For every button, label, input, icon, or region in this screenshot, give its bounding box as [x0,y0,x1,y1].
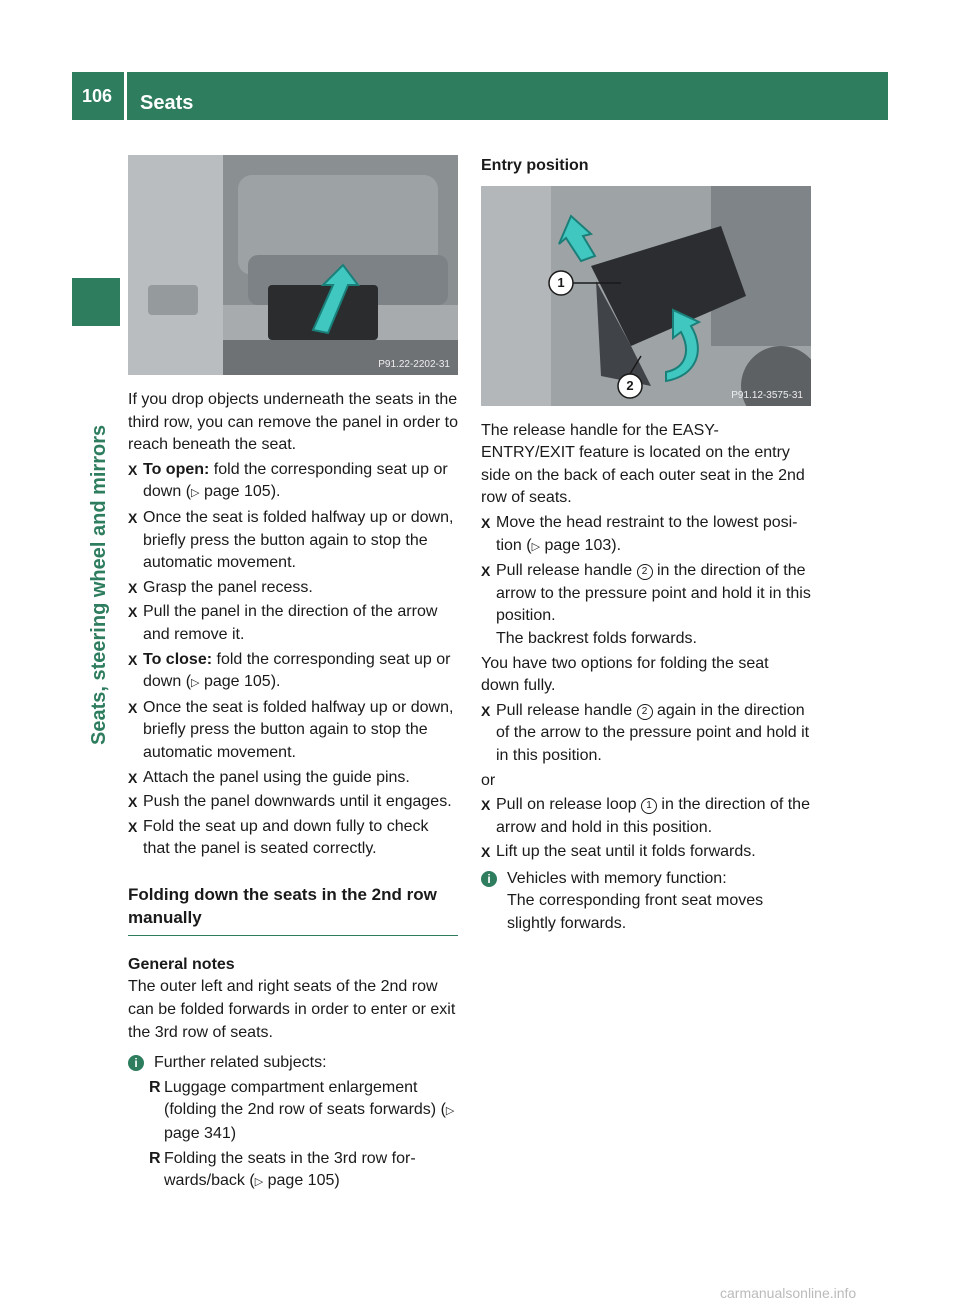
step-item [128,649,458,695]
step-arrow-icon: X [481,797,491,814]
photo-code: P91.22-2202-31 [378,359,450,370]
bullet-item [128,1148,458,1194]
open-steps [128,459,458,647]
info-text: The corresponding front seat moves slightly forwards. [507,892,764,933]
photo-seat-panel [128,155,458,375]
entry-position-title: Entry position [481,157,589,174]
step-text: Pull release handle [496,562,637,580]
step-text: in the direction of the arrow and hold in this position. [496,796,810,836]
step-arrow-icon: X [128,699,138,716]
bullet-item [128,1077,458,1146]
callout-number-2: 2 [637,704,653,720]
step-text: fold the corresponding seat up or down ( [143,460,448,501]
step-item [481,512,811,558]
bullet-text: Folding the seats in the 3rd row for-wards/back ( [164,1149,416,1190]
step-text: Pull on release loop [496,796,641,814]
step-arrow-icon: X [128,651,138,668]
step-text: Attach the panel using the guide pins. [143,768,410,786]
sidebar-tab [84,355,114,775]
step-arrow-icon: X [481,563,491,580]
step-text: Pull the panel in the direction of the arrow and remove it. [143,603,438,643]
step-arrow-icon: X [128,461,138,478]
step-arrow-icon: X [481,844,491,861]
step-text: again in the direction of the arrow to the pressure point and hold it in this position. [496,701,810,764]
bullet-icon: R [149,1078,161,1096]
info-icon: i [128,1055,144,1071]
bullet-text-end: ) [334,1172,340,1190]
step-text-end: ). [270,673,281,691]
bullet-text-end: ) [230,1125,237,1143]
step-item [128,697,458,765]
left-column [128,155,458,1194]
step-label: To close: [143,650,213,668]
page-ref-icon: ▷ [445,1105,455,1118]
info-text: Vehicles with memory function: [507,869,727,887]
step-arrow-icon: X [481,514,491,531]
page-header [72,72,888,120]
step-item [128,601,458,646]
callout-2: 2 [626,377,634,393]
right-column [481,155,811,936]
step-item [128,767,458,790]
step-item [128,791,458,814]
general-notes-text: The outer left and right seats of the 2nd row can be folded forwards in order to enter or exit the 3rd row of seats. [128,978,456,1041]
options-text: You have two options for folding the seat down fully. [481,654,769,695]
step-arrow-icon: X [481,702,491,719]
step-text: in the direction of the arrow to the pressure point and hold it in this position. [496,562,811,625]
info-icon: i [481,871,497,887]
seat-panel-illustration [128,155,458,375]
callout-number-1: 1 [641,798,657,814]
bullet-text: Luggage compartment enlargement (folding the 2nd row of seats forwards) ( [164,1078,446,1119]
step-arrow-icon: X [128,794,138,811]
step-arrow-icon: X [128,509,138,526]
intro-text: If you drop objects underneath the seats in the third row, you can remove the panel in order to reach beneath the seat. [128,391,458,454]
info-note [481,868,811,936]
step-text: Once the seat is folded halfway up or down, briefly press the button again to stop the automatic movement. [143,508,454,572]
step-arrow-icon: X [128,769,138,786]
entry-intro-text: The release handle for the EASY-ENTRY/EXIT feature is located on the entry side on the back of each outer seat in the 2nd row of seats. [481,421,805,507]
step-item [481,700,811,768]
chapter-title: Seats [140,92,194,114]
general-notes-title: General notes [128,955,235,973]
step-text: Fold the seat up and down fully to check that the panel is seated correctly. [143,817,429,858]
step-item [128,507,458,575]
step-arrow-icon: X [128,579,138,596]
step-item [481,560,811,650]
bullet-icon: R [149,1149,161,1167]
step-item [128,816,458,861]
step-item [481,841,811,864]
step-text: Once the seat is folded halfway up or down, briefly press the button again to stop the automatic movement. [143,698,454,761]
page-ref-icon: ▷ [254,1176,264,1189]
photo-entry-position [481,186,811,406]
page-ref-link[interactable]: page 341 [164,1125,231,1143]
page-ref-link[interactable]: page 105 [203,673,271,691]
page-ref-icon: ▷ [531,540,541,553]
watermark-footer: carmanualsonline.info [720,1285,857,1301]
step-text: Lift up the seat until it folds forwards. [496,843,756,861]
step-text-end: ). [270,483,281,501]
step-arrow-icon: X [128,818,138,835]
step-label: To open: [143,460,210,478]
step-text: Move the head restraint to the lowest posi-tion ( [496,513,798,554]
header-divider [124,72,127,120]
callout-1: 1 [557,274,565,290]
step-text: Grasp the panel recess. [143,578,313,596]
step-item [481,794,811,839]
entry-position-illustration [481,186,811,406]
sidebar-marker [72,278,120,326]
page-ref-link[interactable]: page 105 [267,1172,335,1190]
page-ref-icon: ▷ [191,677,200,690]
section-title: Folding down the seats in the 2nd row manually [128,883,458,936]
close-steps [128,649,458,861]
info-note [128,1052,458,1075]
or-text: or [481,771,496,789]
step-text: fold the corresponding seat up or down ( [143,650,451,691]
step-text: Pull release handle [496,701,637,719]
step-arrow-icon: X [128,604,138,621]
callout-number-2: 2 [637,564,653,580]
info-title: Further related subjects: [154,1054,327,1072]
step-item [128,577,458,600]
page-number: 106 [72,72,124,120]
page-ref-link[interactable]: page 105 [203,483,271,501]
sidebar-tab-text: Seats, steering wheel and mirrors [88,424,110,745]
photo-code: P91.12-3575-31 [731,389,803,401]
step-text: Push the panel downwards until it engages. [143,793,452,811]
step-text-end: ). [611,536,622,554]
step-result: The backrest folds forwards. [496,629,697,647]
step-item [128,459,458,505]
page-ref-icon: ▷ [191,487,200,500]
page-ref-link[interactable]: page 103 [544,536,612,554]
